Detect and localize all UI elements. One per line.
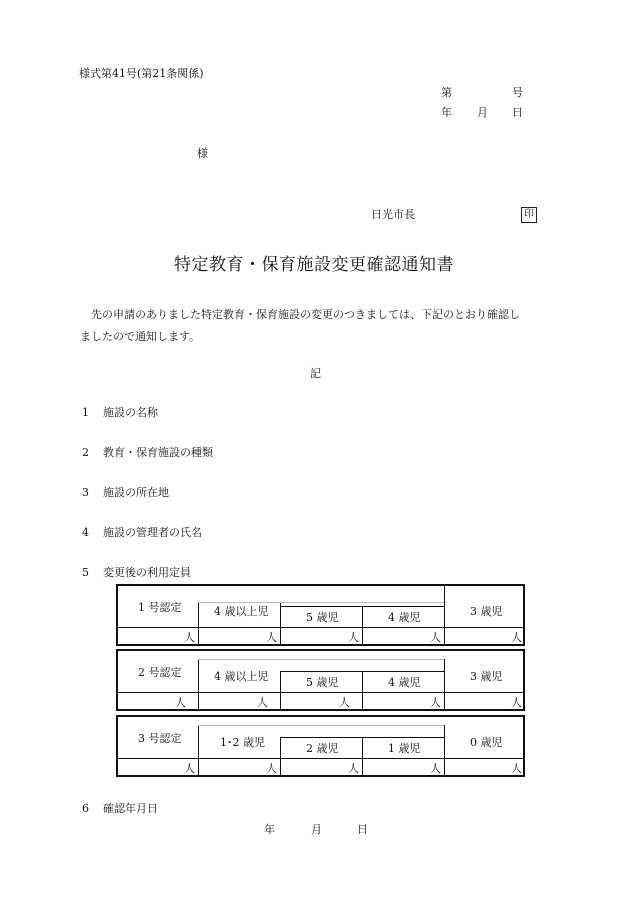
item-6-label: 確認年月日 <box>103 802 158 815</box>
unit-label: 人 <box>348 762 359 775</box>
table-divider <box>362 737 363 775</box>
item-4-label: 施設の管理者の氏名 <box>103 526 202 539</box>
table-divider <box>198 602 444 603</box>
item-2-label: 教育・保育施設の種類 <box>103 446 213 459</box>
unit-label: 人 <box>430 762 441 775</box>
table-divider <box>444 659 445 709</box>
sub-age-label-2: 4 歳児 <box>388 676 421 689</box>
unit-label: 人 <box>511 762 522 775</box>
footer-date-day: 日 <box>357 823 368 836</box>
category-label: 1 号認定 <box>138 601 182 614</box>
table-divider <box>280 737 281 775</box>
unit-label: 人 <box>184 631 195 644</box>
unit-label: 人 <box>175 696 186 709</box>
capacity-table-3 <box>116 715 525 777</box>
issuer-name: 日光市長 <box>371 208 415 221</box>
number-label-dai: 第 <box>441 86 452 99</box>
item-6-number: 6 <box>82 802 89 815</box>
table-divider <box>118 692 523 693</box>
category-label: 3 号認定 <box>138 732 182 745</box>
capacity-table-1 <box>116 584 525 646</box>
unit-label: 人 <box>257 696 268 709</box>
unit-label: 人 <box>348 631 359 644</box>
date-day-label: 日 <box>512 106 523 119</box>
body-line-1: 先の申請のありました特定教育・保育施設の変更のつきましては、下記のとおり確認し <box>91 308 520 321</box>
footer-date-year: 年 <box>264 823 275 836</box>
table-divider <box>362 671 363 709</box>
document-title: 特定教育・保育施設変更確認通知書 <box>174 255 454 275</box>
item-4-number: 4 <box>82 526 89 539</box>
date-year-label: 年 <box>441 106 452 119</box>
sub-age-label-1: 2 歳児 <box>306 742 339 755</box>
sub-age-label-1: 5 歳児 <box>306 676 339 689</box>
item-1-number: 1 <box>82 406 89 419</box>
item-2-number: 2 <box>82 446 89 459</box>
last-age-label: 3 歳児 <box>470 605 503 618</box>
date-month-label: 月 <box>477 106 488 119</box>
table-divider <box>198 725 199 775</box>
item-1-label: 施設の名称 <box>103 406 158 419</box>
unit-label: 人 <box>511 631 522 644</box>
seal-stamp: 印 <box>521 207 537 223</box>
table-divider <box>444 586 445 644</box>
unit-label: 人 <box>339 696 350 709</box>
table-divider <box>362 606 363 644</box>
capacity-table-2 <box>116 649 525 711</box>
number-label-go: 号 <box>512 86 523 99</box>
group-label: 4 歳以上児 <box>214 670 269 683</box>
table-divider <box>198 659 199 709</box>
unit-label: 人 <box>430 631 441 644</box>
unit-label: 人 <box>511 696 522 709</box>
table-divider <box>280 671 281 709</box>
body-line-2: ましたので通知します。 <box>80 330 201 343</box>
unit-label: 人 <box>184 762 195 775</box>
unit-label: 人 <box>266 631 277 644</box>
sub-age-label-2: 4 歳児 <box>388 611 421 624</box>
table-divider <box>198 659 444 660</box>
last-age-label: 0 歳児 <box>470 736 503 749</box>
table-divider <box>280 671 444 672</box>
table-divider <box>280 737 444 738</box>
table-divider <box>198 602 199 644</box>
item-5-number: 5 <box>82 566 89 579</box>
sub-age-label-1: 5 歳児 <box>306 611 339 624</box>
form-number: 様式第41号(第21条関係) <box>79 67 204 80</box>
footer-date-month: 月 <box>311 823 322 836</box>
table-divider <box>280 606 444 607</box>
last-age-label: 3 歳児 <box>470 670 503 683</box>
item-3-number: 3 <box>82 486 89 499</box>
group-label: 4 歳以上児 <box>214 605 269 618</box>
ki-heading: 記 <box>310 367 321 380</box>
item-5-label: 変更後の利用定員 <box>103 566 191 579</box>
unit-label: 人 <box>266 762 277 775</box>
group-label: 1･2 歳児 <box>220 736 265 749</box>
category-label: 2 号認定 <box>138 666 182 679</box>
item-3-label: 施設の所在地 <box>103 486 169 499</box>
addressee-suffix: 様 <box>197 147 208 160</box>
unit-label: 人 <box>430 696 441 709</box>
table-divider <box>118 627 523 628</box>
table-divider <box>198 725 444 726</box>
sub-age-label-2: 1 歳児 <box>388 742 421 755</box>
table-divider <box>280 602 281 644</box>
table-divider <box>118 758 523 759</box>
body-paragraph <box>80 304 558 348</box>
table-divider <box>444 725 445 775</box>
